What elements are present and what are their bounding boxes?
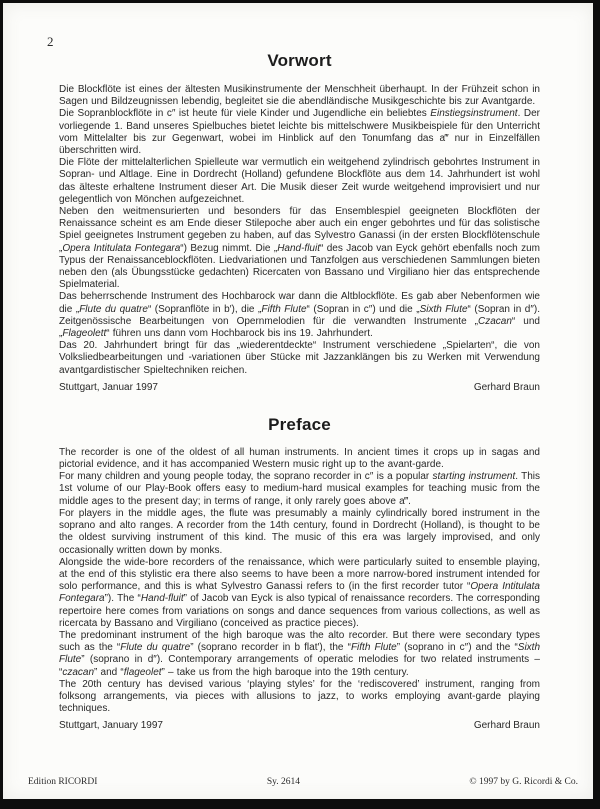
preface-paragraph-4: Alongside the wide-bore recorders of the renaissance, which were particularly suited to ensemble playing, at the end of this stylistic era there also seems to have been a more narrow-bored instrument intended for solo performance, and this is what Sylvestro Ganassi refers to (in the first recorder tutor “Opera Intitulata Fontegara”). The “Hand-fluit” of Jacob van Eyck is also typical of renaissance recorders. The corresponding repertoire here comes from variations on songs and dance sequences from various collections, as well as ricercata by Bassano and Virgiliano (conceived as practice pieces). — [59, 556, 540, 629]
footer-copyright: © 1997 by G. Ricordi & Co. — [469, 777, 578, 787]
vorwort-signature-name: Gerhard Braun — [473, 381, 540, 393]
preface-signature-place: Stuttgart, January 1997 — [59, 720, 163, 732]
page-footer — [28, 777, 578, 787]
book-page — [3, 3, 593, 799]
vorwort-heading: Vorwort — [267, 51, 332, 70]
vorwort-signature-row — [59, 382, 540, 393]
preface-signature-name: Gerhard Braun — [473, 720, 540, 732]
preface-paragraph-5: The predominant instrument of the high baroque was the alto recorder. But there were secondary types such as the “Flute du quatre” (soprano recorder in b flat′), the “Fifth Flute” (soprano in c″) and the “Sixth Flute” (soprano in d″). Contemporary arrangements of operatic melodies for two related instruments – “czacan” and “flageolet” – take us from the high baroque into the 19th century. — [59, 629, 541, 678]
preface-paragraph-2: For many children and young people today, the soprano recorder in c″ is a popular starting instrument. This 1st volume of our Play-Book offers easy to medium-hard musical examples for teaching music from the middle ages to the present day; in terms of range, it only rarely goes above a‴. — [59, 471, 540, 507]
vorwort-body — [59, 84, 540, 377]
vorwort-paragraph-1: Die Blockflöte ist eines der ältesten Musikinstrumente der Menschheit überhaupt. In der Frühzeit schon in Sagen und Bildzeugnissen lebendig, begleitet sie die abendländische Musikgeschichte bis zur Avantgarde. — [59, 84, 540, 108]
preface-paragraph-3: For players in the middle ages, the flute was presumably a mainly cylindrically bored instrument in the soprano and alto ranges. A recorder from the 14th century, found in Dordrecht (Holland), is thought to be the oldest surviving instrument of this kind. The music of this era was largely improvised, and only occasionally written down by monks. — [59, 507, 540, 556]
vorwort-signature-place: Stuttgart, Januar 1997 — [59, 381, 158, 393]
preface-body — [59, 447, 540, 715]
vorwort-paragraph-3: Die Flöte der mittelalterlichen Spielleute war vermutlich ein weitgehend zylindrisch gebohrtes Instrument in Sopran- und Altlage. Eine in Dordrecht (Holland) gefundene Blockflöte aus dem 14. Jahrhundert ist wohl das älteste erhaltene Instrument dieser Art. Die Musik dieser Zeit wurde weitgehend improvisiert und nur gelegentlich von Mönchen aufgezeichnet. — [59, 157, 540, 205]
vorwort-paragraph-2: Die Sopranblockflöte in c″ ist heute für viele Kinder und Jugendliche ein beliebtes Einstiegsinstrument. Der vorliegende 1. Band unseres Spielbuches bietet leichte bis mittelschwere Musikbeispiele für den Unterricht vom Mittelalter bis zur Gegenwart, wobei im Hinblick auf den Tonumfang das a‴ nur in Einzelfällen überschritten wird. — [59, 108, 540, 157]
vorwort-paragraph-5: Das beherrschende Instrument des Hochbarock war dann die Altblockflöte. Es gab aber Nebenformen wie die „Flute du quatre“ (Sopranflöte in b′), die „Fifth Flute“ (Sopran in c″) und die „Sixth Flute“ (Sopran in d″). Zeitgenössische Bearbeitungen von Opernmelodien für die verwandten Instrumente „Czacan“ und „Flageolett“ führen uns dann vom Hochbarock bis ins 19. Jahrhundert. — [59, 291, 540, 340]
vorwort-paragraph-6: Das 20. Jahrhundert bringt für das „wiederentdeckte“ Instrument verschiedene „Spielarten“, die von Volksliedbearbeitungen und -variationen über Stücke mit Jazzanklängen bis zu Werken mit Verwendung avantgardistischer Spieltechniken reichen. — [59, 340, 540, 376]
page-number: 2 — [47, 34, 54, 49]
vorwort-paragraph-4: Neben den weitmensurierten und besonders für das Ensemblespiel geeigneten Blockflöten der Renaissance scheint es am Ende dieser Stilepoche aber auch ein enger gebohrtes und für das solistische Spiel geeignetes Instrument gegeben zu haben, auf das Sylvestro Ganassi (in der ersten Blockflötenschule „Opera Intitulata Fontegara“) Bezug nimmt. Die „Hand-fluit“ des Jacob van Eyck gehört ebenfalls noch zum Typus der Renaissanceblockflöten. Liedvariationen und Tanzfolgen aus verschiedenen Sammlungen bieten neben den (als Übungsstücke gedachten) Ricercaten von Bassano und Virgiliano hier das entsprechende Spielmaterial. — [59, 206, 540, 291]
preface-signature-row — [59, 720, 540, 731]
preface-heading: Preface — [268, 414, 331, 434]
page-content — [59, 3, 540, 731]
preface-paragraph-1: The recorder is one of the oldest of all human instruments. In ancient times it crops up in sagas and pictorial evidence, and it has accompanied Western music right up to the avant-garde. — [59, 446, 540, 471]
footer-plate-number: Sy. 2614 — [266, 777, 300, 787]
footer-publisher: Edition RICORDI — [28, 777, 98, 787]
preface-paragraph-6: The 20th century has devised various ‘playing styles’ for the ‘rediscovered’ instrument, ranging from folksong arrangements, via pieces with allusions to jazz, to works employing avant-garde playing techniques. — [59, 678, 540, 715]
